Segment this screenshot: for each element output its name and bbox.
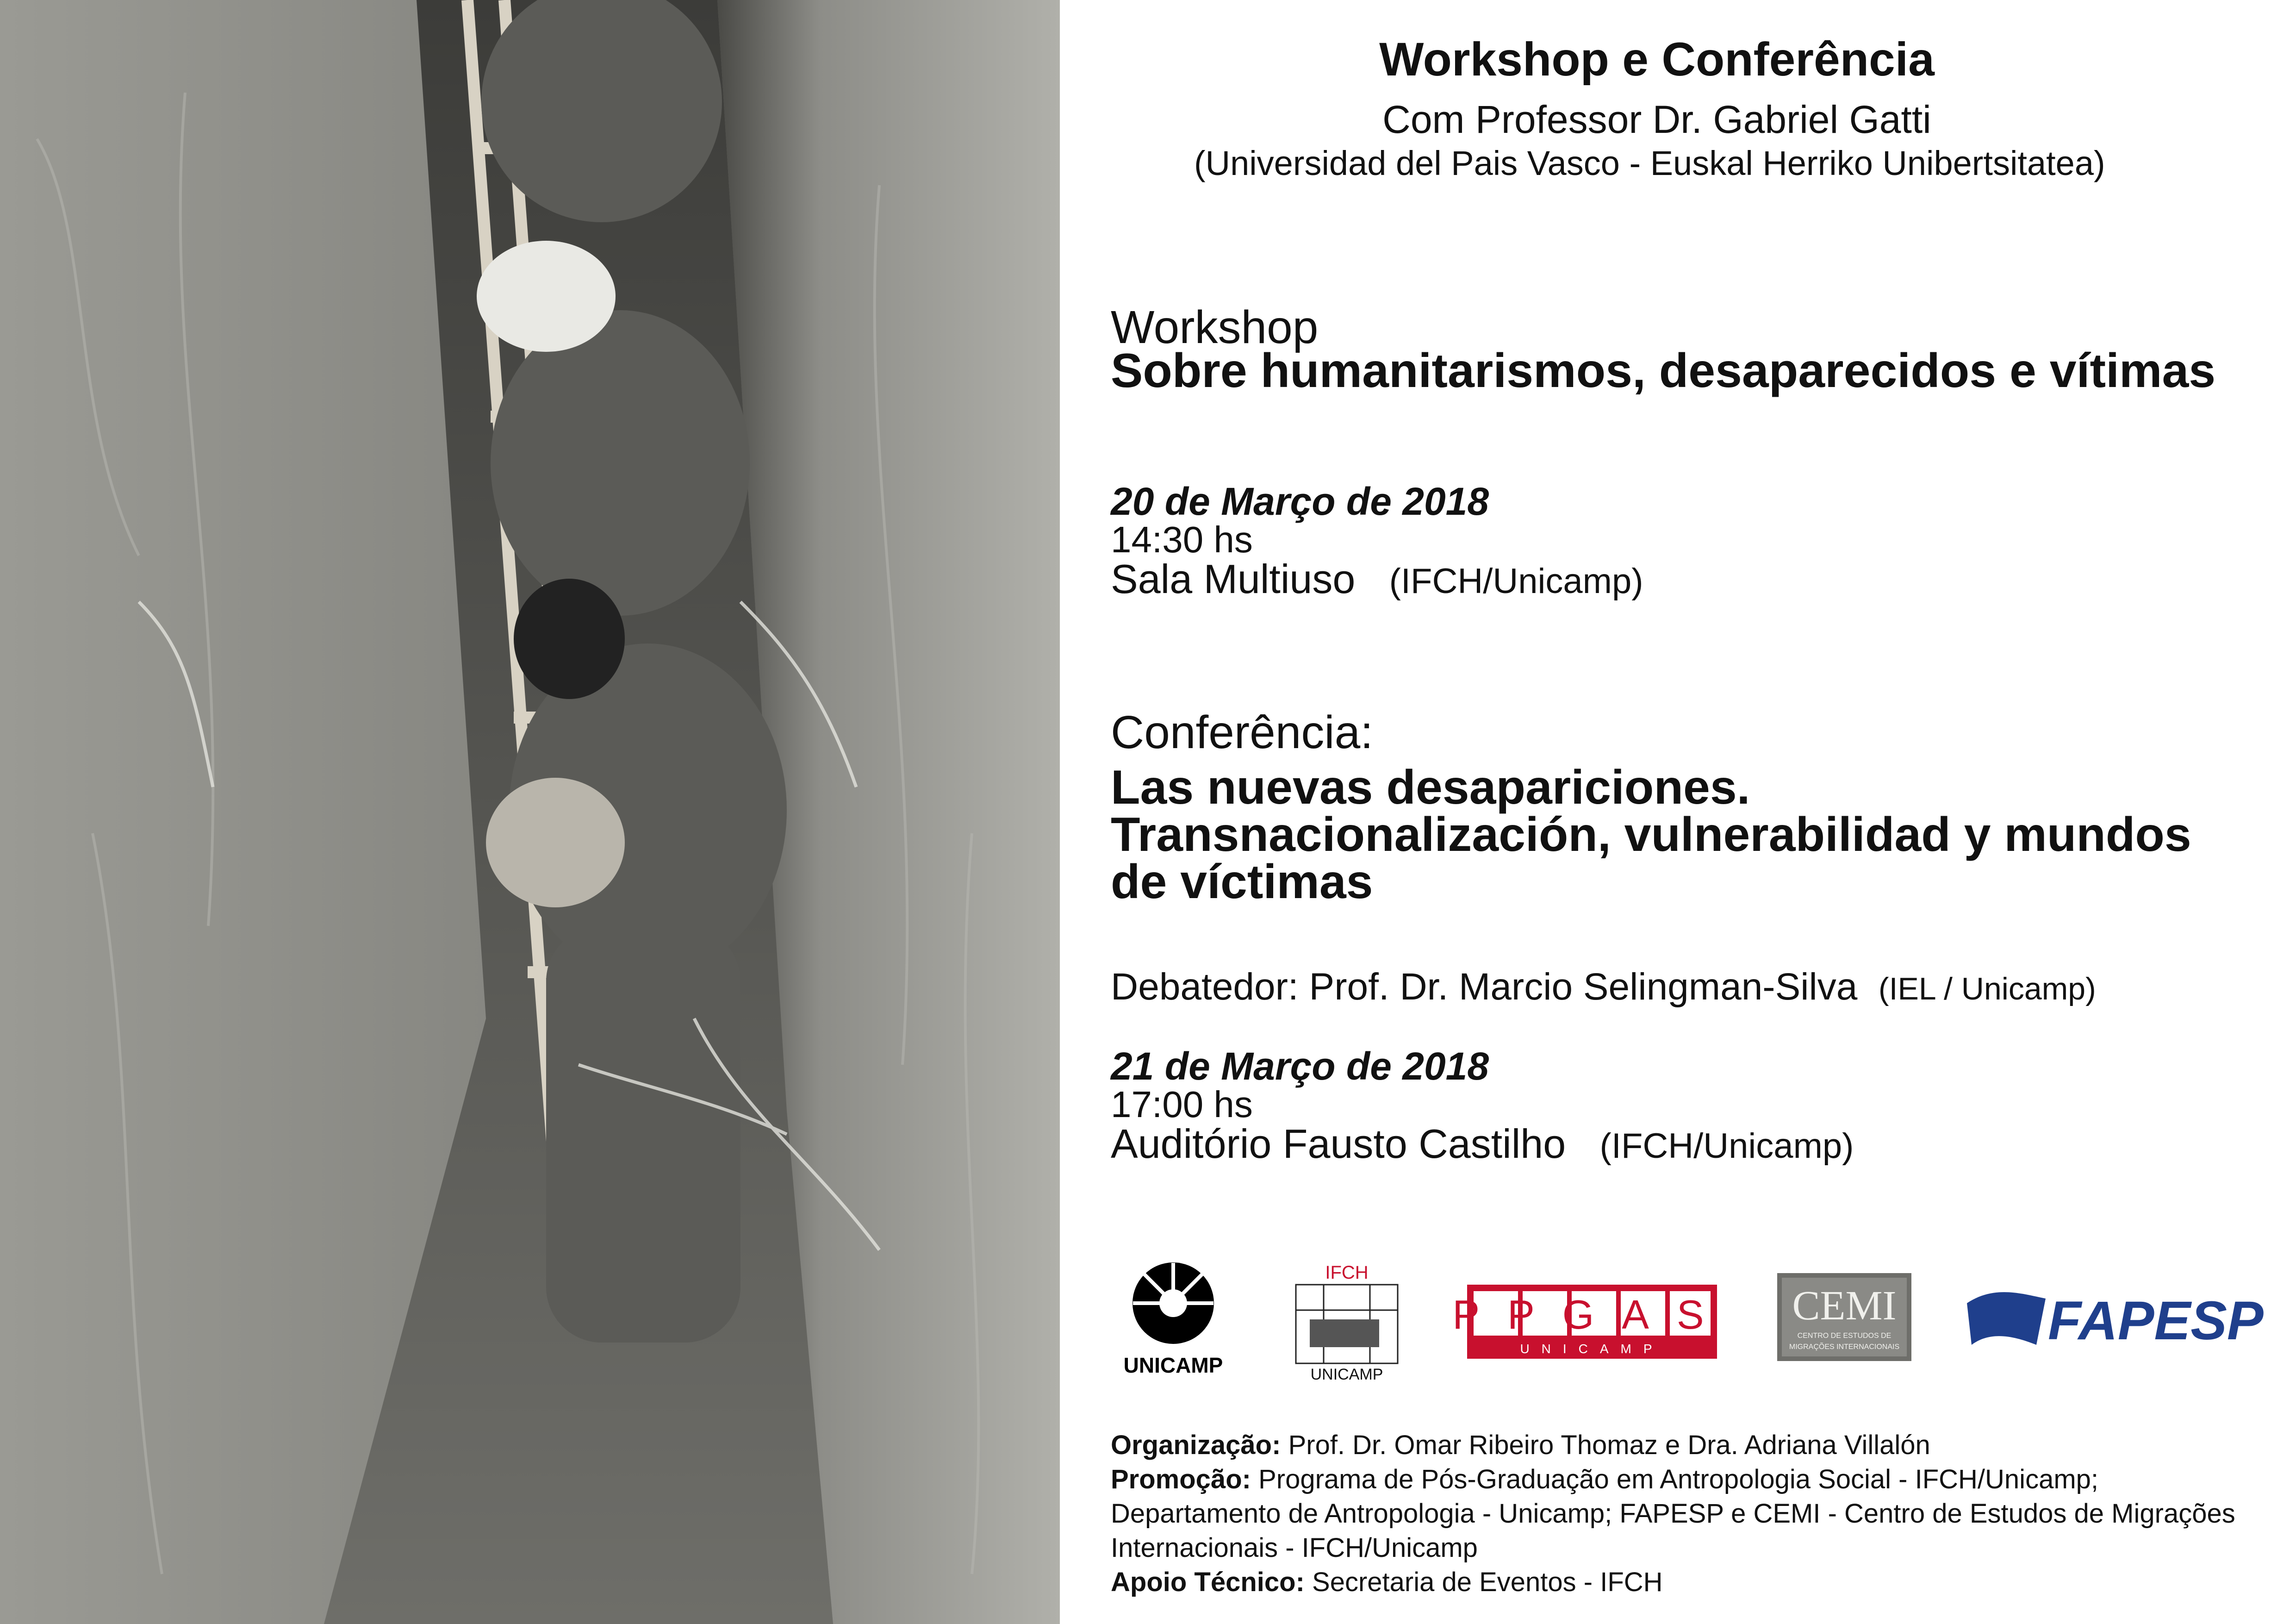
unicamp-logo-text: UNICAMP: [1123, 1353, 1223, 1377]
conference-venue-name: Auditório Fausto Castilho: [1111, 1121, 1566, 1167]
ifch-logo-bottom: UNICAMP: [1310, 1366, 1383, 1383]
workshop-time: 14:30 hs: [1111, 519, 1253, 560]
speaker-line: Com Professor Dr. Gabriel Gatti: [1382, 98, 1931, 141]
workshop-venue-name: Sala Multiuso: [1111, 556, 1356, 602]
credits-organization: [1111, 1428, 2235, 1462]
credits-support-label: Apoio Técnico:: [1111, 1567, 1305, 1597]
cemi-logo-sub1: CENTRO DE ESTUDOS DE: [1797, 1332, 1892, 1340]
ppgas-logo: [1452, 1285, 1732, 1359]
conference-time: 17:00 hs: [1111, 1084, 1253, 1125]
credits-support-text: Secretaria de Eventos - IFCH: [1312, 1567, 1663, 1597]
conference-venue: [1111, 1120, 1854, 1168]
university-line: (Universidad del Pais Vasco - Euskal Herriko Unibertsitatea): [1194, 144, 2105, 182]
ifch-logo: [1287, 1259, 1407, 1384]
debater-name: Debatedor: Prof. Dr. Marcio Selingman-Silva: [1111, 966, 1858, 1008]
credits-organization-text: Prof. Dr. Omar Ribeiro Thomaz e Dra. Adriana Villalón: [1288, 1430, 1930, 1460]
cemi-logo: [1777, 1273, 1911, 1361]
unicamp-logo: [1111, 1259, 1236, 1380]
debater-line: [1111, 965, 2096, 1009]
workshop-label: Workshop: [1111, 301, 1319, 353]
fapesp-logo: [1967, 1285, 2268, 1354]
workshop-venue-note: (IFCH/Unicamp): [1389, 562, 1643, 601]
excavation-photo: [0, 0, 1060, 1624]
credits: [1111, 1428, 2235, 1599]
poster-content: [1111, 0, 2277, 1624]
conference-venue-note: (IFCH/Unicamp): [1599, 1126, 1854, 1166]
credits-organization-label: Organização:: [1111, 1430, 1281, 1460]
conference-title: Las nuevas desapariciones. Transnacionalización, vulnerabilidad y mundos de víctimas: [1111, 761, 2191, 909]
workshop-title: Sobre humanitarismos, desaparecidos e vítimas: [1111, 344, 2216, 398]
credits-promotion: [1111, 1462, 2235, 1565]
ppgas-logo-sub: UNICAMP: [1520, 1342, 1664, 1356]
conference-date: 21 de Março de 2018: [1111, 1044, 1489, 1088]
fapesp-logo-text: FAPESP: [2048, 1290, 2264, 1351]
ifch-logo-top: IFCH: [1325, 1262, 1369, 1283]
ppgas-logo-text: PPGAS: [1452, 1292, 1732, 1337]
conference-label: Conferência:: [1111, 706, 1373, 758]
debater-note: (IEL / Unicamp): [1878, 971, 2096, 1006]
poster-title: Workshop e Conferência: [1379, 33, 1935, 86]
workshop-date: 20 de Março de 2018: [1111, 480, 1489, 523]
workshop-venue: [1111, 556, 1643, 603]
credits-support: [1111, 1565, 2235, 1599]
cemi-logo-text: CEMI: [1792, 1283, 1897, 1329]
cemi-logo-sub2: MIGRAÇÕES INTERNACIONAIS: [1789, 1343, 1900, 1351]
credits-promotion-label: Promoção:: [1111, 1464, 1251, 1494]
credits-promotion-text: Programa de Pós-Graduação em Antropologia Social - IFCH/Unicamp; Departamento de Antropologia - Unicamp; FAPESP e CEMI - Centro de Estudos de Migrações Internacionais - IFCH/Unicamp: [1111, 1464, 2235, 1563]
